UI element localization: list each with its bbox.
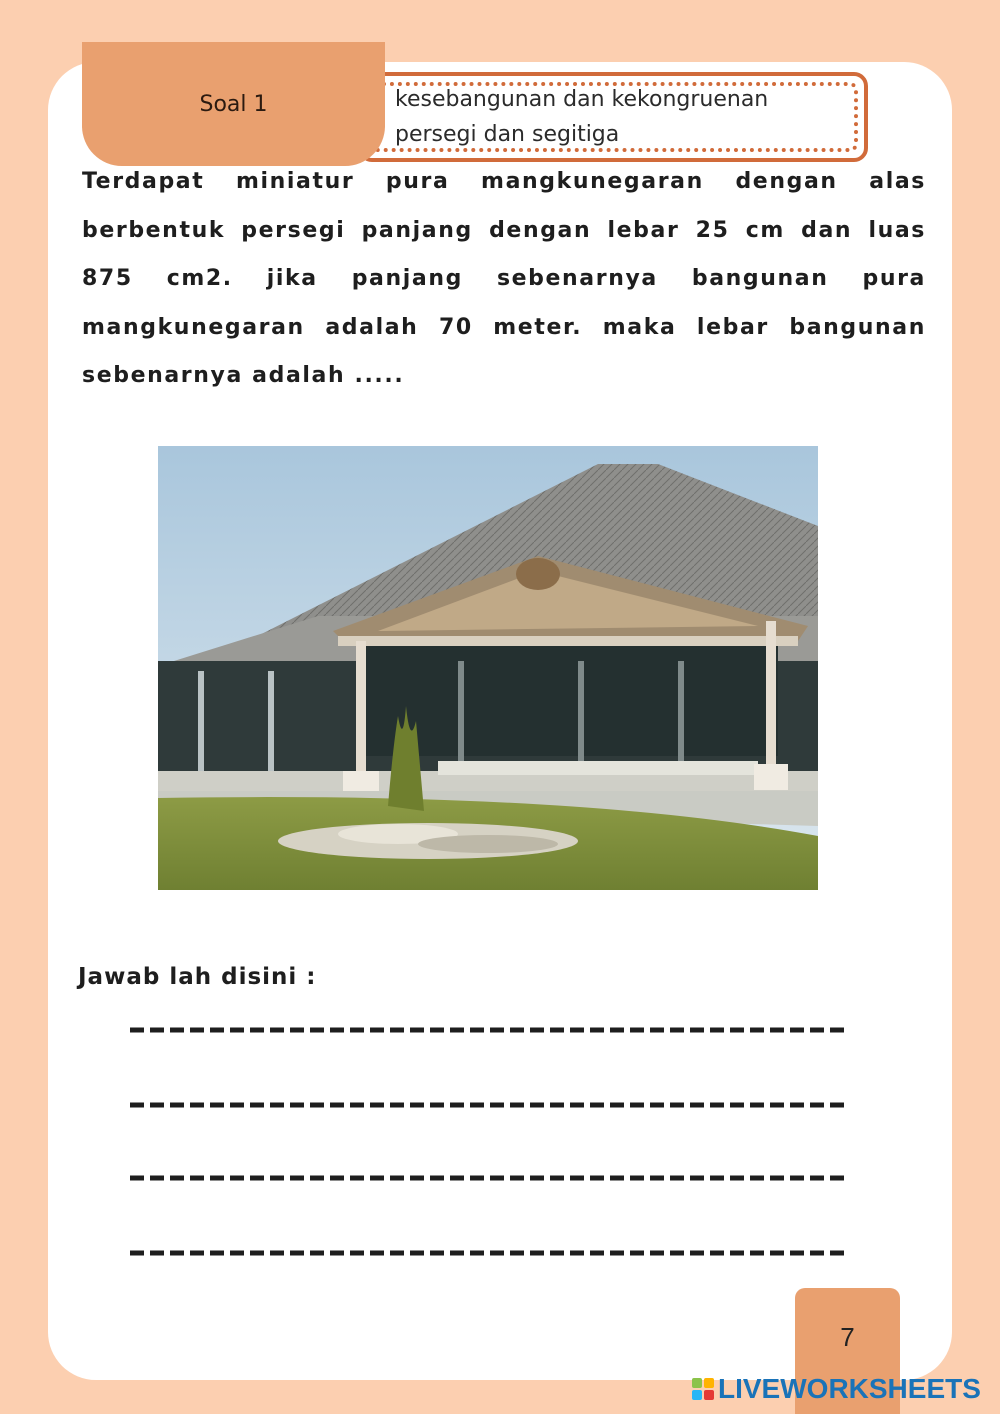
answer-line-4[interactable] bbox=[128, 1235, 848, 1271]
topic-line-2: persegi dan segitiga bbox=[395, 122, 620, 147]
answer-label: Jawab lah disini : bbox=[78, 964, 317, 990]
answer-line-3[interactable] bbox=[128, 1160, 848, 1196]
page-number: 7 bbox=[840, 1322, 855, 1352]
pura-mangkunegaran-photo bbox=[158, 446, 818, 890]
answer-line-1[interactable] bbox=[128, 1012, 848, 1048]
soal-label: Soal 1 bbox=[199, 91, 268, 117]
topic-text bbox=[395, 82, 855, 152]
question-text: Terdapat miniatur pura mangkunegaran dengan alas berbentuk persegi panjang dengan lebar 25 cm dan luas 875 cm2. jika panjang sebenarnya bangunan pura mangkunegaran adalah 70 meter. maka lebar bangunan sebenarnya adalah ..... bbox=[82, 169, 926, 388]
topic-line-1: kesebangunan dan kekongruenan bbox=[395, 87, 769, 112]
liveworksheets-icon bbox=[692, 1378, 714, 1400]
soal-tab bbox=[82, 42, 385, 166]
liveworksheets-logo-text: LIVEWORKSHEETS bbox=[718, 1373, 981, 1404]
liveworksheets-logo bbox=[692, 1373, 981, 1405]
answer-line-2[interactable] bbox=[128, 1087, 848, 1123]
